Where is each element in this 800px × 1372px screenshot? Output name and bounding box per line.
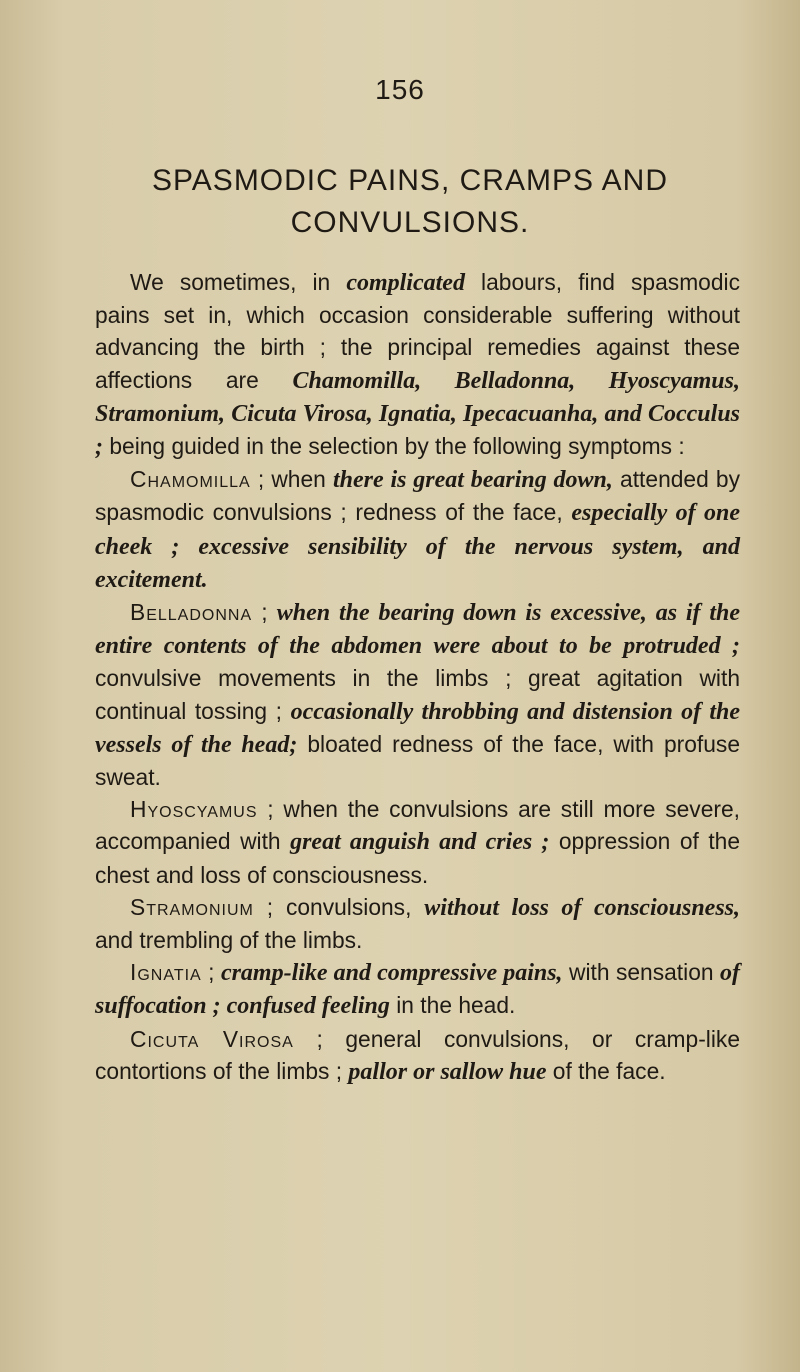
body-text [95,266,740,1088]
cicuta-emphasis-1: pallor or sallow hue [348,1058,547,1085]
page-number: 156 [375,74,425,105]
remedy-name-hyoscyamus: Hyoscyamus [130,796,258,823]
ignatia-emphasis-2: of suffocation ; confused feeling [95,960,740,1020]
ignatia-text-1: ; [201,959,221,986]
chamomilla-text-2: attended by spasmodic convulsions ; redness of the face, [95,466,741,526]
chapter-title-line-1: SPASMODIC PAINS, CRAMPS AND [152,164,668,197]
stramonium-emphasis-1: without loss of consciousness, [424,894,740,921]
intro-text-2: labours, find spasmodic pains set in, which occasion considerable suffering without advancing the birth ; the principal remedies against these affections are [95,269,741,393]
stramonium-paragraph [95,891,740,956]
chapter-title [80,160,740,244]
belladonna-text-2: convulsive movements in the limbs ; great agitation with continual tossing ; [95,665,740,724]
stramonium-text-1: ; convulsions, [253,893,425,920]
cicuta-paragraph [95,1023,740,1088]
belladonna-text-1: ; [252,599,277,626]
belladonna-emphasis-1: when the bearing down is excessive, as if the entire contents of the abdomen were about to be protruded ; [95,600,740,660]
ignatia-emphasis-1: cramp-like and compressive pains, [220,960,563,987]
remedy-name-belladonna: Belladonna [130,599,253,626]
belladonna-text-3: bloated redness of the face, with profuse sweat. [95,730,740,791]
hyoscyamus-emphasis-1: great anguish and cries ; [290,829,550,856]
hyoscyamus-paragraph [95,793,740,891]
cicuta-text-1: ; general convulsions, or cramp-like contortions of the limbs ; [95,1025,741,1084]
belladonna-emphasis-2: occasionally throbbing and distension of the vessels of the head; [95,698,741,758]
chamomilla-text-1: ; when [250,466,333,493]
remedy-name-stramonium: Stramonium [130,893,254,920]
chamomilla-paragraph [95,463,740,596]
ignatia-text-2: with sensation [562,959,720,986]
intro-remedy-list: Chamomilla, Belladonna, Hyoscyamus, Stramonium, Cicuta Virosa, Ignatia, Ipecacuanha, and Cocculus ; [95,367,740,461]
remedy-name-ignatia: Ignatia [130,959,202,986]
ignatia-text-3: in the head. [389,992,516,1019]
stramonium-text-2: and trembling of the limbs. [95,927,363,954]
intro-emphasis-1: complicated [346,270,465,296]
intro-text-1: We sometimes, in [130,269,347,295]
intro-paragraph [95,266,740,463]
cicuta-text-2: of the face. [546,1057,666,1084]
chamomilla-emphasis-2: especially of one cheek ; excessive sensibility of the nervous system, and excitement. [95,500,741,593]
chamomilla-emphasis-1: there is great bearing down, [332,467,613,494]
ignatia-paragraph [95,956,740,1022]
intro-text-3: being guided in the selection by the following symptoms : [103,433,685,460]
remedy-name-cicuta-virosa: Cicuta Virosa [130,1025,294,1052]
remedy-name-chamomilla: Chamomilla [130,466,251,493]
belladonna-paragraph [95,596,740,793]
hyoscyamus-text-2: oppression of the chest and loss of consciousness. [95,828,741,888]
hyoscyamus-text-1: ; when the convulsions are still more severe, accompanied with [95,796,740,855]
chapter-title-line-2: CONVULSIONS. [290,206,530,239]
